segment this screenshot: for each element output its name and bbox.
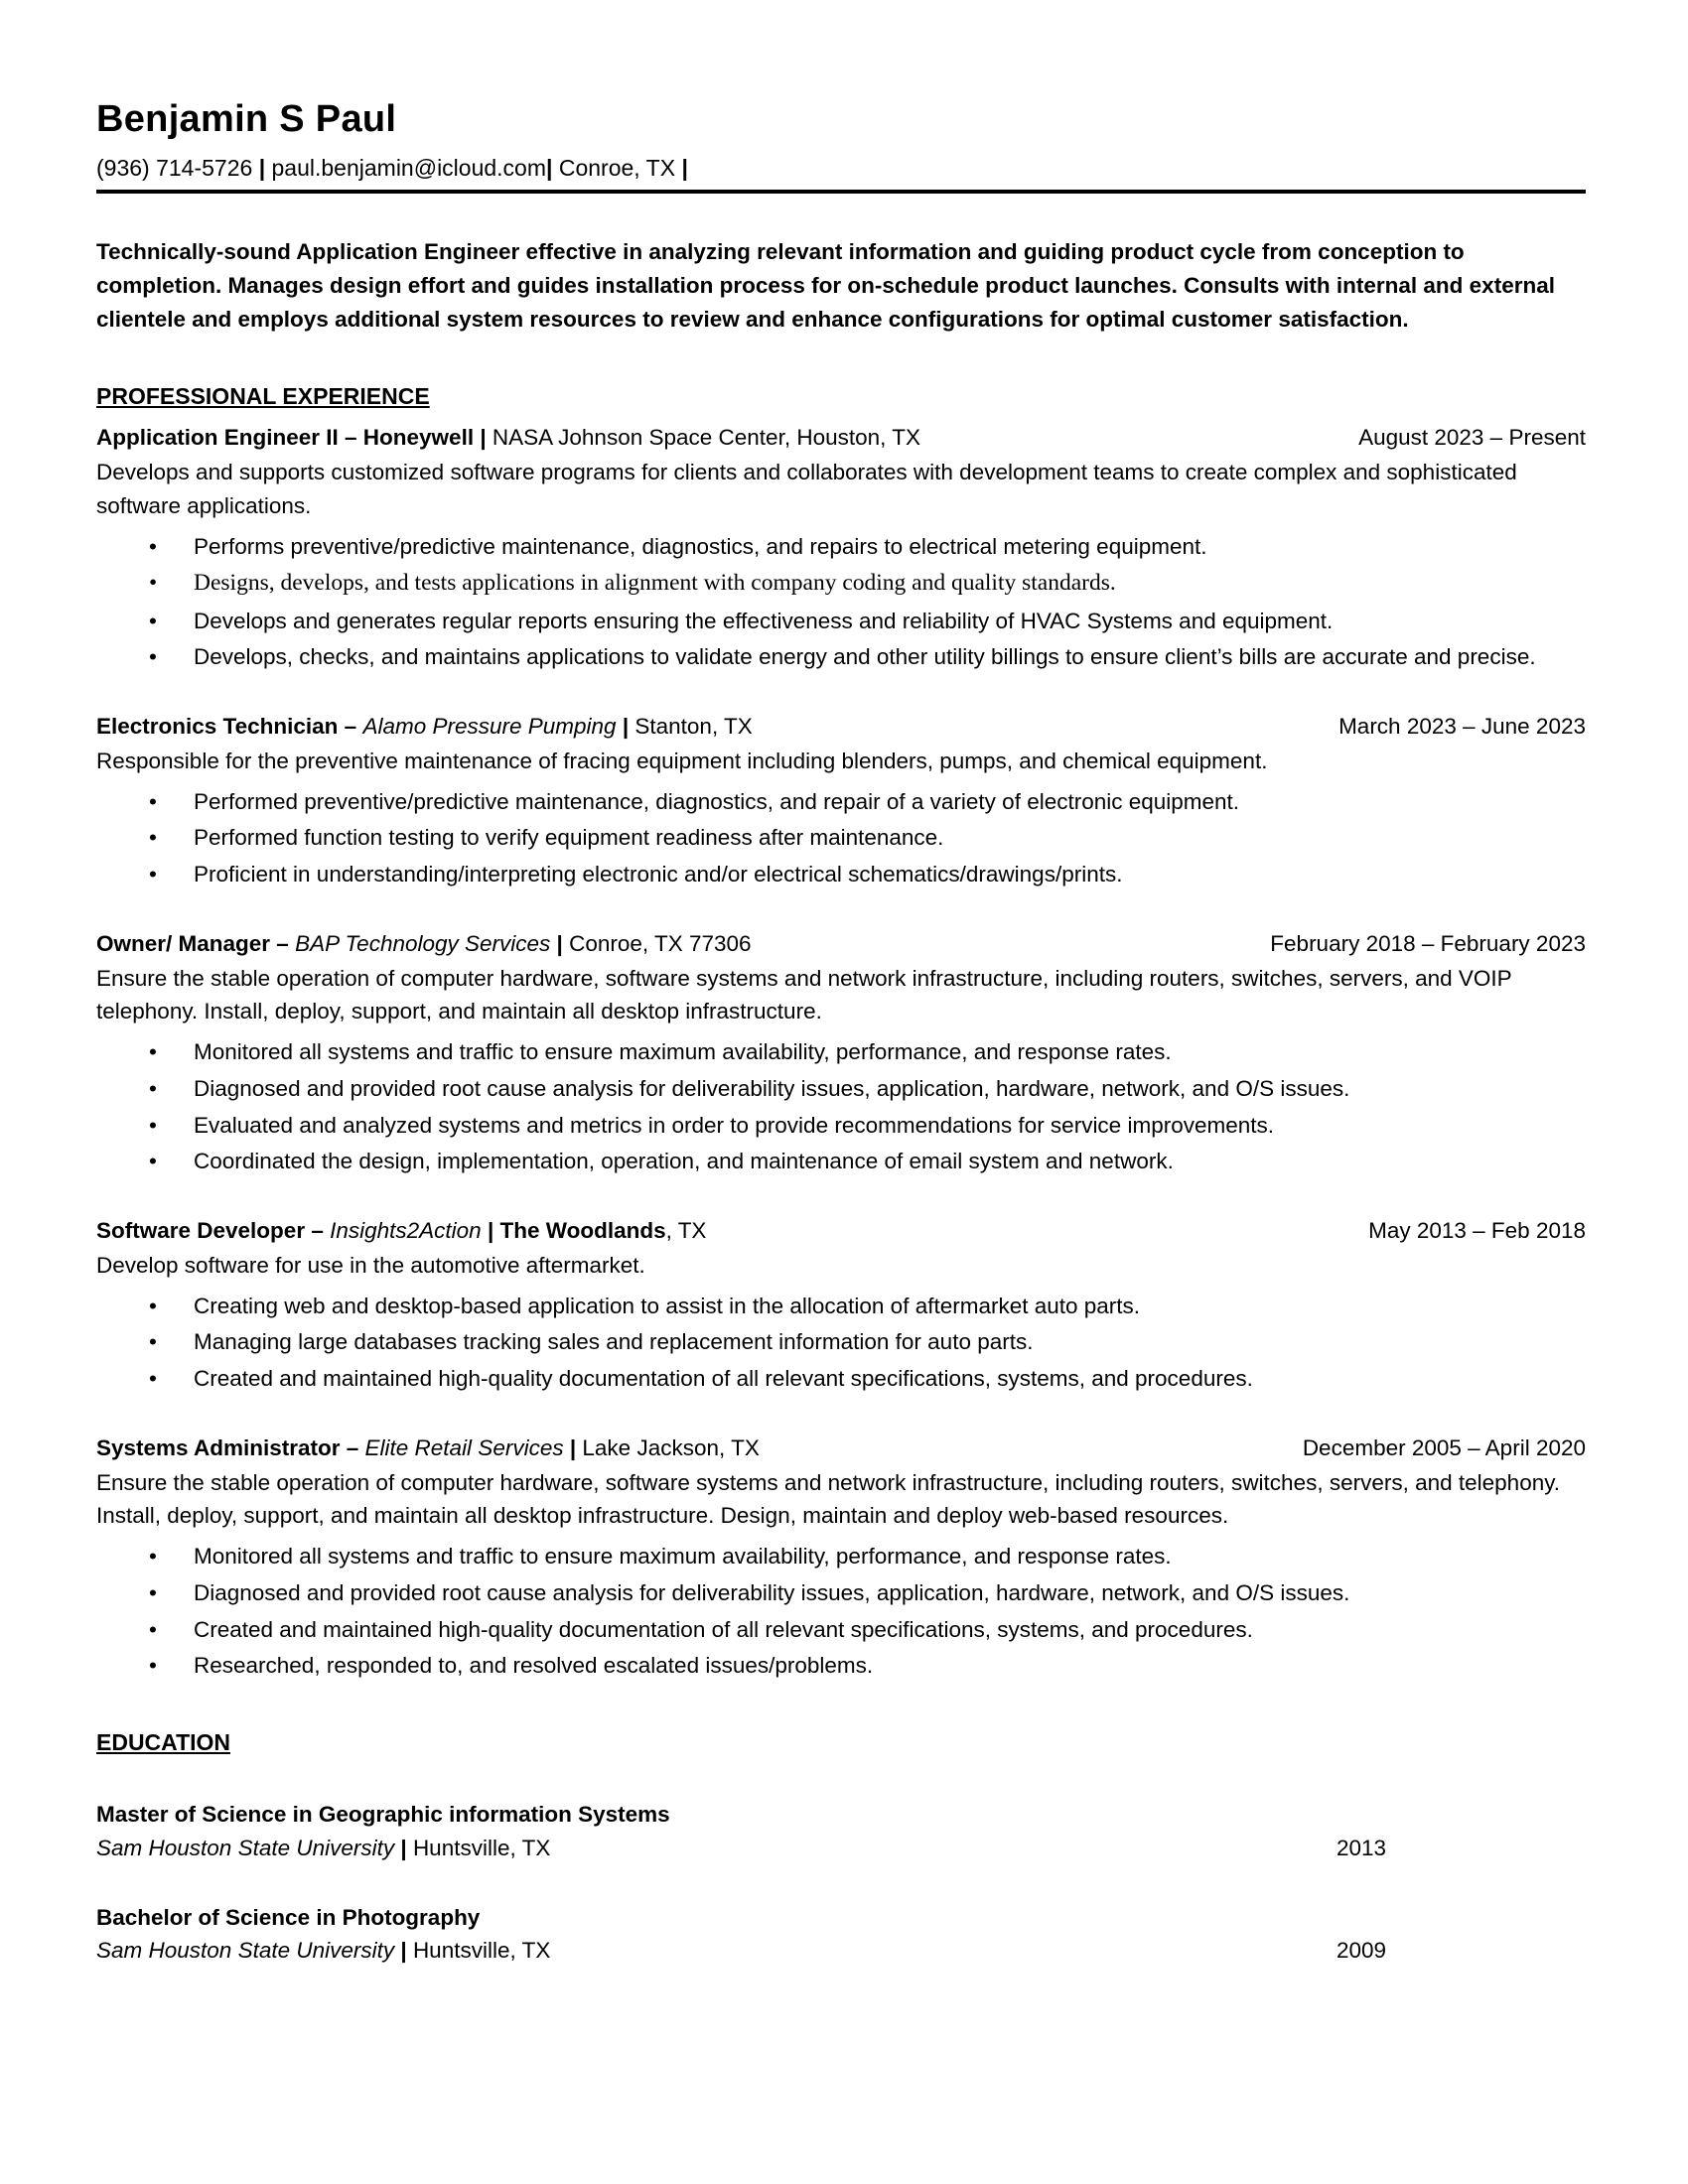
job-bullet-list xyxy=(96,1540,1586,1683)
text-segment: | xyxy=(481,1218,500,1244)
text-segment: Huntsville, TX xyxy=(412,1938,551,1964)
text-segment: , TX xyxy=(665,1218,707,1244)
text-segment: paul.benjamin@icloud.com xyxy=(271,154,547,181)
job-bullet: • Researched, responded to, and resolved escalated issues/problems. xyxy=(149,1649,1586,1683)
job-title xyxy=(96,1432,1303,1465)
text-segment: | xyxy=(546,154,559,181)
job-bullet: • Proficient in understanding/interpreting electronic and/or electrical schematics/drawings/prints. xyxy=(149,858,1586,891)
text-segment: Owner/ Manager – xyxy=(96,930,296,956)
text-segment: Conroe, TX xyxy=(558,154,682,181)
contact-line xyxy=(96,151,1586,186)
degree-title: Bachelor of Science in Photography xyxy=(96,1904,481,1930)
job-bullet: • Develops, checks, and maintains applications to validate energy and other utility billings to ensure client’s bills are accurate and precise. xyxy=(149,640,1586,674)
job-bullet: • Diagnosed and provided root cause analysis for deliverability issues, application, hardware, network, and O/S issues. xyxy=(149,1576,1586,1610)
job-entry xyxy=(96,1214,1586,1396)
text-segment: (936) 714-5726 xyxy=(96,154,259,181)
job-bullet-list xyxy=(96,530,1586,675)
job-bullet: • Created and maintained high-quality documentation of all relevant specifications, systems, and procedures. xyxy=(149,1613,1586,1647)
job-heading-row xyxy=(96,927,1586,961)
text-segment: | xyxy=(400,1938,413,1964)
text-segment: NASA Johnson Space Center, Houston, TX xyxy=(492,425,920,451)
job-bullet: • Monitored all systems and traffic to ensure maximum availability, performance, and response rates. xyxy=(149,1035,1586,1069)
school-row xyxy=(96,1832,1586,1865)
text-segment: | xyxy=(480,425,492,451)
text-segment: Conroe, TX 77306 xyxy=(569,930,752,956)
job-title xyxy=(96,927,1270,961)
job-description: Develop software for use in the automotive aftermarket. xyxy=(96,1252,645,1278)
text-segment: | xyxy=(550,930,570,956)
school-row xyxy=(96,1934,1586,1968)
school-name xyxy=(96,1934,550,1968)
text-segment: Systems Administrator – xyxy=(96,1434,365,1460)
text-segment: Huntsville, TX xyxy=(412,1835,551,1860)
job-heading-row xyxy=(96,1432,1586,1465)
job-description: Ensure the stable operation of computer hardware, software systems and network infrastructure, including routers, switches, servers, and telephony. Install, deploy, support, and maintain all desktop infrastructure. Design, maintain and deploy web-based resources. xyxy=(96,1469,1561,1529)
job-dates: March 2023 – June 2023 xyxy=(1338,714,1586,740)
job-dates: August 2023 – Present xyxy=(1358,425,1586,451)
job-title xyxy=(96,1214,1368,1248)
text-segment: | xyxy=(681,154,688,181)
education-entry xyxy=(96,1901,1586,1969)
graduation-year: 2009 xyxy=(1336,1938,1386,1964)
text-segment: | xyxy=(258,154,272,181)
degree-title: Master of Science in Geographic information Systems xyxy=(96,1802,670,1828)
job-dates: February 2018 – February 2023 xyxy=(1270,930,1586,956)
job-bullet: • Diagnosed and provided root cause analysis for deliverability issues, application, hardware, network, and O/S issues. xyxy=(149,1072,1586,1106)
job-bullet: • Creating web and desktop-based application to assist in the allocation of aftermarket auto parts. xyxy=(149,1290,1586,1323)
job-bullet-list xyxy=(96,785,1586,891)
job-entry xyxy=(96,710,1586,891)
text-segment: Application Engineer II – Honeywell xyxy=(96,425,481,451)
resume-header xyxy=(96,99,1586,194)
text-segment: Insights2Action xyxy=(330,1218,482,1244)
graduation-year: 2013 xyxy=(1336,1835,1386,1860)
job-bullet-list xyxy=(96,1290,1586,1396)
job-bullet: • Designs, develops, and tests applications in alignment with company coding and quality standards. xyxy=(149,566,1586,601)
job-title xyxy=(96,710,1338,744)
job-bullet: • Evaluated and analyzed systems and metrics in order to provide recommendations for service improvements. xyxy=(149,1109,1586,1143)
text-segment: Alamo Pressure Pumping xyxy=(362,714,617,740)
experience-list xyxy=(96,421,1586,1683)
text-segment: | xyxy=(616,714,635,740)
section-heading-education: EDUCATION xyxy=(96,1729,231,1756)
job-dates: May 2013 – Feb 2018 xyxy=(1368,1218,1586,1244)
education-entry xyxy=(96,1798,1586,1865)
job-entry xyxy=(96,1432,1586,1683)
job-description: Ensure the stable operation of computer hardware, software systems and network infrastructure, including routers, switches, servers, and VOIP telephony. Install, deploy, support, and maintain all desktop infrastructure. xyxy=(96,965,1512,1024)
text-segment: | xyxy=(400,1835,413,1860)
text-segment: | xyxy=(563,1434,583,1460)
job-bullet: • Managing large databases tracking sales and replacement information for auto parts. xyxy=(149,1325,1586,1359)
job-bullet: • Monitored all systems and traffic to ensure maximum availability, performance, and response rates. xyxy=(149,1540,1586,1573)
job-bullet: • Coordinated the design, implementation, operation, and maintenance of email system and network. xyxy=(149,1145,1586,1178)
section-heading-experience: PROFESSIONAL EXPERIENCE xyxy=(96,382,430,409)
text-segment: Sam Houston State University xyxy=(96,1835,401,1860)
text-segment: The Woodlands xyxy=(499,1218,666,1244)
summary-paragraph: Technically-sound Application Engineer effective in analyzing relevant information and guiding product cycle from conception to completion. Manages design effort and guides installation process for on-schedule product launches. Consults with internal and external clientele and employs additional system resources to review and enhance configurations for optimal customer satisfaction. xyxy=(96,239,1555,332)
text-segment: Lake Jackson, TX xyxy=(582,1434,760,1460)
text-segment: Sam Houston State University xyxy=(96,1938,401,1964)
job-entry xyxy=(96,927,1586,1178)
text-segment: Stanton, TX xyxy=(634,714,753,740)
job-title xyxy=(96,421,1358,455)
header-divider xyxy=(96,190,1586,194)
job-dates: December 2005 – April 2020 xyxy=(1302,1434,1586,1460)
job-heading-row xyxy=(96,710,1586,744)
job-bullet: • Performed preventive/predictive maintenance, diagnostics, and repair of a variety of electronic equipment. xyxy=(149,785,1586,819)
job-heading-row xyxy=(96,421,1586,455)
person-name: Benjamin S Paul xyxy=(96,98,397,140)
text-segment: Electronics Technician – xyxy=(96,714,363,740)
text-segment: Elite Retail Services xyxy=(364,1434,564,1460)
school-name xyxy=(96,1832,550,1865)
job-description: Develops and supports customized software programs for clients and collaborates with development teams to create complex and sophisticated software applications. xyxy=(96,460,1517,518)
job-bullet-list xyxy=(96,1035,1586,1178)
job-entry xyxy=(96,421,1586,674)
job-bullet: • Performs preventive/predictive maintenance, diagnostics, and repairs to electrical metering equipment. xyxy=(149,530,1586,564)
text-segment: BAP Technology Services xyxy=(295,930,551,956)
job-bullet: • Develops and generates regular reports ensuring the effectiveness and reliability of HVAC Systems and equipment. xyxy=(149,605,1586,638)
job-bullet: • Performed function testing to verify equipment readiness after maintenance. xyxy=(149,821,1586,855)
job-heading-row xyxy=(96,1214,1586,1248)
job-bullet: • Created and maintained high-quality documentation of all relevant specifications, systems, and procedures. xyxy=(149,1362,1586,1396)
text-segment: Software Developer – xyxy=(96,1218,331,1244)
education-list xyxy=(96,1798,1586,1968)
job-description: Responsible for the preventive maintenance of fracing equipment including blenders, pumps, and chemical equipment. xyxy=(96,748,1268,773)
